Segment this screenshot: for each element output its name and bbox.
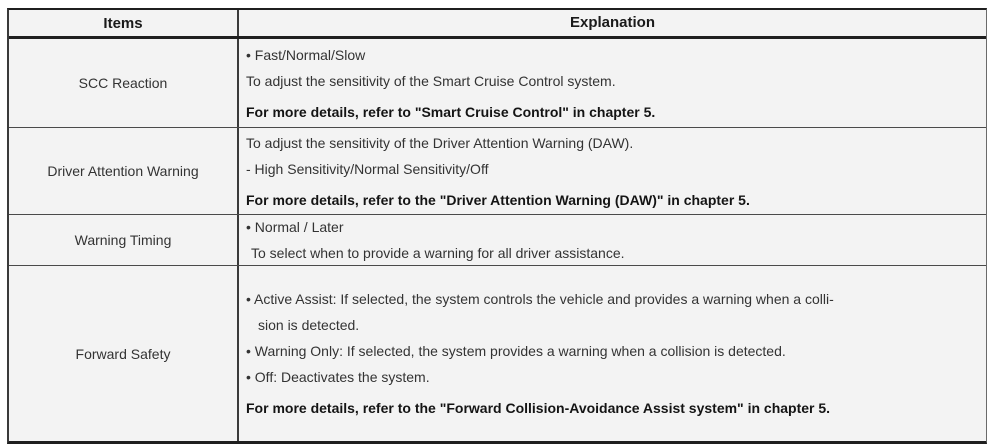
reference-note-line: For more details, refer to the "Driver Attention Warning (DAW)" in chapter 5. [246, 191, 750, 208]
explanation-line: To adjust the sensitivity of the Smart Cruise Control system. [246, 72, 616, 89]
item-cell: Driver Attention Warning [9, 128, 239, 214]
column-header-items: Items [9, 10, 239, 36]
explanation-line: To select when to provide a warning for all driver assistance. [251, 245, 625, 261]
item-cell: Forward Safety [9, 266, 239, 441]
settings-table [7, 8, 987, 444]
explanation-cell [239, 39, 986, 127]
explanation-line: • Warning Only: If selected, the system provides a warning when a collision is detected. [246, 343, 786, 359]
explanation-line-continuation: sion is detected. [258, 317, 360, 333]
explanation-line: • Off: Deactivates the system. [246, 369, 430, 385]
reference-note-line: For more details, refer to the "Forward Collision-Avoidance Assist system" in chapter 5. [246, 400, 831, 416]
explanation-line: - High Sensitivity/Normal Sensitivity/Off [246, 160, 489, 177]
item-cell: Warning Timing [9, 215, 239, 265]
explanation-line: • Normal / Later [246, 219, 344, 235]
explanation-cell [239, 266, 986, 441]
table-row-warning-timing [9, 215, 986, 266]
explanation-cell [239, 215, 986, 265]
explanation-cell [239, 128, 986, 214]
explanation-line: • Active Assist: If selected, the system controls the vehicle and provides a warning when a colli- [246, 291, 834, 307]
table-row-driver-attention-warning [9, 128, 986, 215]
explanation-line: To adjust the sensitivity of the Driver Attention Warning (DAW). [246, 134, 634, 151]
column-header-explanation: Explanation [239, 10, 986, 36]
item-cell: SCC Reaction [9, 39, 239, 127]
reference-note-line: For more details, refer to "Smart Cruise Control" in chapter 5. [246, 103, 656, 120]
table-header-row [9, 10, 986, 39]
table-row-scc-reaction [9, 39, 986, 128]
table-row-forward-safety [9, 266, 986, 441]
explanation-line: • Fast/Normal/Slow [246, 46, 366, 63]
